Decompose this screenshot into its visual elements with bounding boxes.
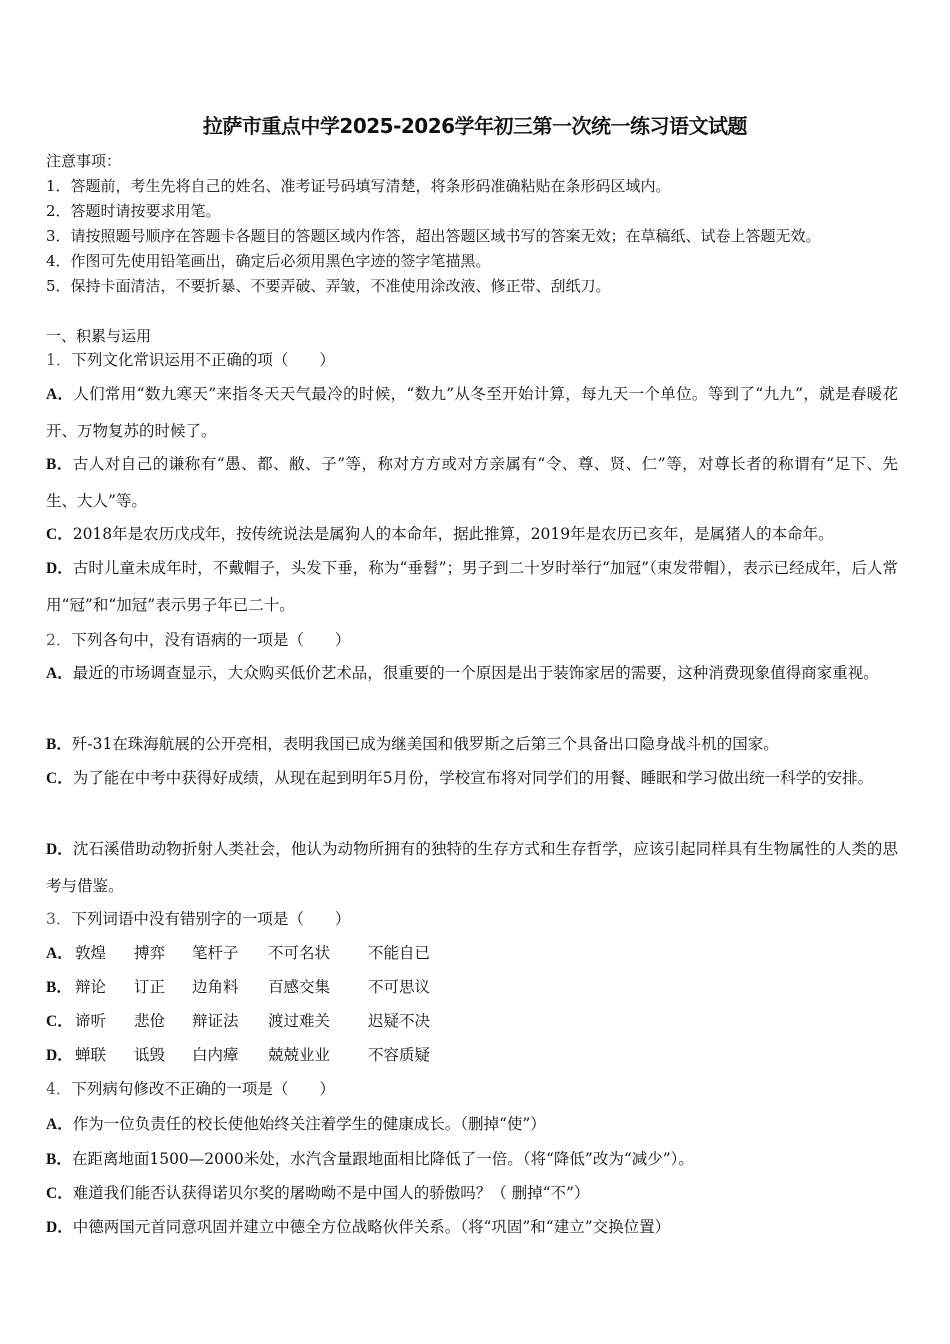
word: 辩论 xyxy=(75,978,107,996)
option-text: 中德两国元首同意巩固并建立中德全方位战略伙伴关系。（将“巩固”和“建立”交换位置） xyxy=(72,1218,671,1236)
option-text: 歼-31在珠海航展的公开亮相，表明我国已成为继美国和俄罗斯之后第三个具备出口隐身战斗机的国家。 xyxy=(71,735,779,753)
notice-item: 1．答题前，考生先将自己的姓名、准考证号码填写清楚，将条形码准确粘贴在条形码区域内。 xyxy=(46,177,671,195)
word: 搏弈 xyxy=(134,944,166,962)
question-2 xyxy=(46,628,350,653)
option-text: 作为一位负责任的校长使他始终关注着学生的健康成长。（删掉“使”） xyxy=(72,1115,546,1133)
word: 敦煌 xyxy=(75,944,107,962)
option-text: 沈石溪借助动物折射人类社会，他认为动物所拥有的独特的生存方式和生存哲学，应该引起同样具有生物属性的人类的思考与借鉴。 xyxy=(46,840,898,895)
option-label: B． xyxy=(46,1151,72,1168)
question-stem: 下列各句中，没有语病的一项是（ ） xyxy=(71,631,351,649)
option-a xyxy=(46,376,898,450)
option-label: A． xyxy=(46,665,73,682)
option-d xyxy=(46,550,898,624)
option-label: A． xyxy=(46,945,73,962)
option-label: D． xyxy=(46,841,73,858)
option-a xyxy=(46,655,898,692)
option-label: C． xyxy=(46,1013,73,1030)
question-number: 4． xyxy=(46,1080,72,1098)
page-title: 拉萨市重点中学2025-2026学年初三第一次统一练习语文试题 xyxy=(202,114,748,138)
option-c xyxy=(46,1181,589,1206)
option-label: B． xyxy=(46,979,72,996)
word: 诋毁 xyxy=(134,1046,166,1064)
option-label: A． xyxy=(46,1116,73,1133)
option-label: B． xyxy=(46,736,72,753)
option-text: 2018年是农历戊戌年，按传统说法是属狗人的本命年，据此推算，2019年是农历已亥年，是属猪人的本命年。 xyxy=(72,525,834,543)
word: 白内瘴 xyxy=(192,1046,239,1064)
option-label: D． xyxy=(46,1047,73,1064)
word: 蝉联 xyxy=(75,1046,107,1064)
option-label: B． xyxy=(46,456,73,473)
option-d xyxy=(46,831,898,905)
section-heading: 一、积累与运用 xyxy=(46,327,152,345)
question-number: 2． xyxy=(46,631,72,649)
word: 不可思议 xyxy=(368,978,431,996)
option-b xyxy=(46,975,546,1000)
option-c xyxy=(46,760,898,797)
word: 悲伧 xyxy=(134,1012,166,1030)
option-label: C． xyxy=(46,526,73,543)
notice-item: 5．保持卡面清洁，不要折暴、不要弄破、弄皱，不准使用涂改液、修正带、刮纸刀。 xyxy=(46,277,611,295)
option-d xyxy=(46,1043,546,1068)
option-a xyxy=(46,941,546,966)
word: 不可名状 xyxy=(268,944,331,962)
question-stem: 下列病句修改不正确的一项是（ ） xyxy=(71,1080,335,1098)
option-label: D． xyxy=(46,560,73,577)
option-b xyxy=(46,1147,694,1172)
question-4 xyxy=(46,1077,335,1102)
option-c xyxy=(46,1009,546,1034)
question-stem: 下列词语中没有错别字的一项是（ ） xyxy=(71,910,351,928)
option-text: 古时儿童未成年时，不戴帽子，头发下垂，称为“垂髫”；男子到二十岁时举行“加冠”（束发带帽），表示已经成年，后人常用“冠”和“加冠”表示男子年已二十。 xyxy=(46,559,898,614)
question-number: 1． xyxy=(46,351,72,369)
notice-item: 4．作图可先使用铅笔画出，确定后必须用黑色字迹的签字笔描黑。 xyxy=(46,252,491,270)
option-a xyxy=(46,1112,546,1137)
option-text: 人们常用“数九寒天”来指冬天天气最冷的时候，“数九”从冬至开始计算，每九天一个单位。等到了“九九”，就是春暖花开、万物复苏的时候了。 xyxy=(46,385,898,440)
option-text: 在距离地面1500—2000米处，水汽含量跟地面相比降低了一倍。（将“降低”改为“减少”）。 xyxy=(71,1150,694,1168)
word: 辩证法 xyxy=(192,1012,239,1030)
word: 订正 xyxy=(134,978,166,996)
question-number: 3． xyxy=(46,910,72,928)
option-label: A． xyxy=(46,386,74,403)
option-text: 为了能在中考中获得好成绩，从现在起到明年5月份，学校宣布将对同学们的用餐、睡眠和学习做出统一科学的安排。 xyxy=(72,769,874,787)
option-c xyxy=(46,516,898,553)
notice-item: 3．请按照题号顺序在答题卡各题目的答题区域内作答，超出答题区域书写的答案无效；在草稿纸、试卷上答题无效。 xyxy=(46,227,821,245)
word: 渡过难关 xyxy=(268,1012,331,1030)
word: 边角料 xyxy=(192,978,239,996)
option-label: D． xyxy=(46,1219,73,1236)
word: 谛听 xyxy=(75,1012,107,1030)
question-stem: 下列文化常识运用不正确的项（ ） xyxy=(71,351,335,369)
word: 兢兢业业 xyxy=(268,1046,331,1064)
word: 笔杆子 xyxy=(192,944,239,962)
option-b xyxy=(46,446,898,520)
option-d xyxy=(46,1215,670,1240)
word: 不能自已 xyxy=(368,944,431,962)
word: 百感交集 xyxy=(268,978,331,996)
notice-heading: 注意事项： xyxy=(46,152,122,170)
word: 不容质疑 xyxy=(368,1046,431,1064)
option-text: 难道我们能否认获得诺贝尔奖的屠呦呦不是中国人的骄傲吗？（ 删掉“不”） xyxy=(72,1184,590,1202)
word: 迟疑不决 xyxy=(368,1012,431,1030)
notice-item: 2．答题时请按要求用笔。 xyxy=(46,202,221,220)
option-text: 最近的市场调查显示，大众购买低价艺术品，很重要的一个原因是出于装饰家居的需要，这种消费现象值得商家重视。 xyxy=(72,664,879,682)
question-3 xyxy=(46,907,350,932)
option-label: C． xyxy=(46,770,73,787)
question-1 xyxy=(46,348,335,373)
option-text: 古人对自己的谦称有“愚、都、敝、子”等，称对方方或对方亲属有“令、尊、贤、仁”等，对尊长者的称谓有“足下、先生、大人”等。 xyxy=(46,455,899,510)
option-b xyxy=(46,726,898,763)
option-label: C． xyxy=(46,1185,73,1202)
